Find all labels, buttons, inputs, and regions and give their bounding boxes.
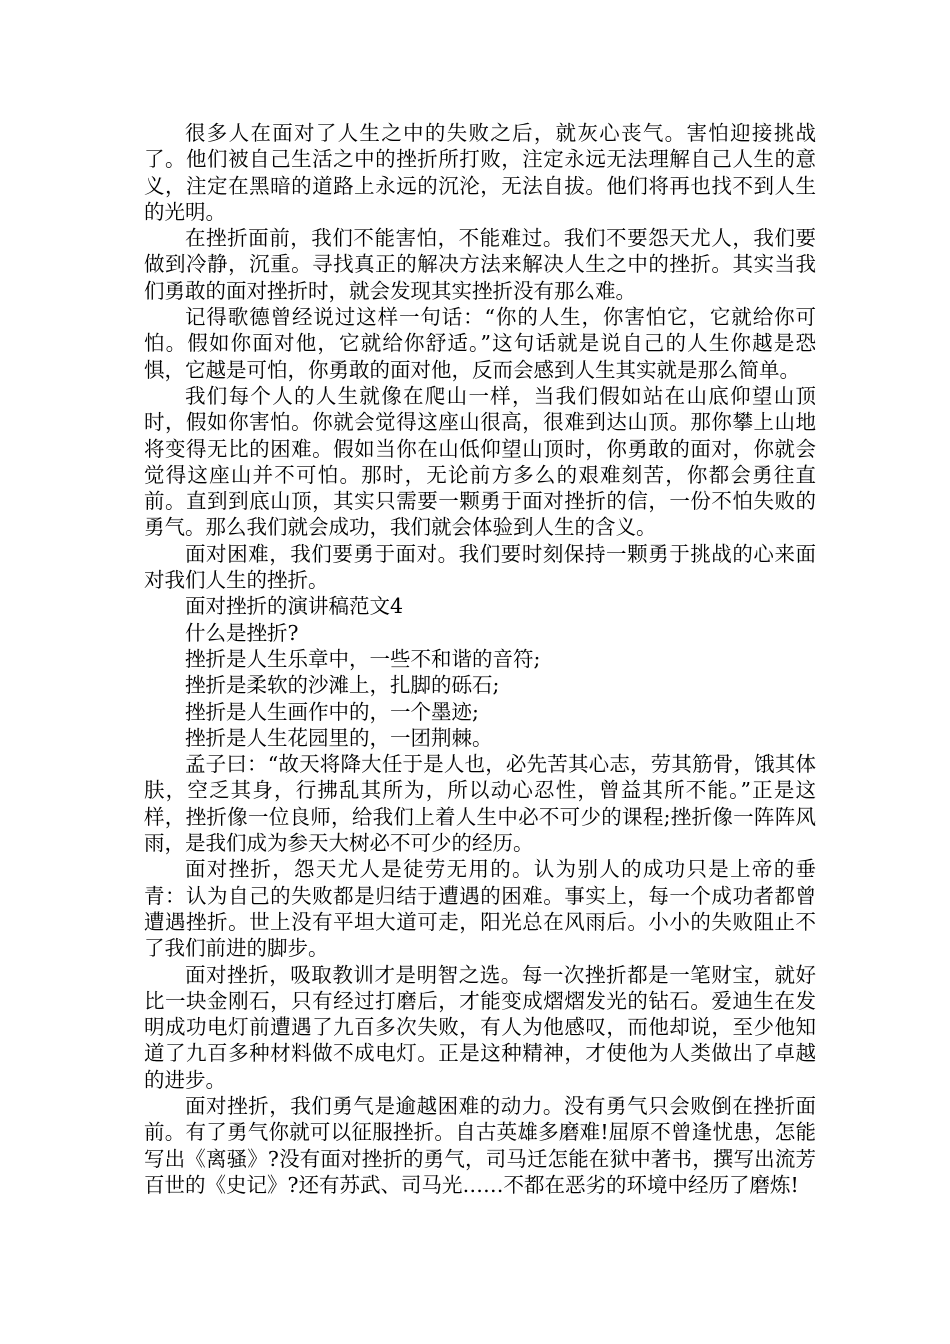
document-body bbox=[144, 120, 816, 1198]
paragraph: 挫折是柔软的沙滩上，扎脚的砾石; bbox=[185, 673, 500, 698]
paragraph: 我们每个人的人生就像在爬山一样，当我们假如站在山底仰望山顶时，假如你害怕。你就会觉得这座山很高，很难到达山顶。那你攀上山地将变得无比的困难。假如当你在山低仰望山顶时，你勇敢的面对，你就会觉得这座山并不可怕。那时，无论前方多么的艰难刻苦，你都会勇往直前。直到到底山顶，其实只需要一颗勇于面对挫折的信，一份不怕失败的勇气。那么我们就会成功，我们就会体验到人生的含义。 bbox=[144, 383, 816, 540]
paragraph: 面对困难，我们要勇于面对。我们要时刻保持一颗勇于挑战的心来面对我们人生的挫折。 bbox=[144, 541, 816, 593]
section-heading: 面对挫折的演讲稿范文4 bbox=[185, 594, 404, 619]
paragraph: 在挫折面前，我们不能害怕，不能难过。我们不要怨天尤人，我们要做到冷静，沉重。寻找真正的解决方法来解决人生之中的挫折。其实当我们勇敢的面对挫折时，就会发现其实挫折没有那么难。 bbox=[144, 226, 816, 303]
paragraph: 孟子曰：“故天将降大任于是人也，必先苦其心志，劳其筋骨，饿其体肤，空乏其身，行拂乱其所为，所以动心忍性，曾益其所不能。”正是这样，挫折像一位良师，给我们上着人生中必不可少的课程;挫折像一阵阵风雨，是我们成为参天大树必不可少的经历。 bbox=[144, 752, 816, 856]
paragraph: 面对挫折，怨天尤人是徒劳无用的。认为别人的成功只是上帝的垂青：认为自己的失败都是归结于遭遇的困难。事实上，每一个成功者都曾遭遇挫折。世上没有平坦大道可走，阳光总在风雨后。小小的失败阻止不了我们前进的脚步。 bbox=[144, 857, 816, 961]
paragraph: 挫折是人生花园里的，一团荆棘。 bbox=[185, 725, 493, 750]
paragraph: 挫折是人生画作中的，一个墨迹; bbox=[185, 699, 479, 724]
paragraph: 记得歌德曾经说过这样一句话：“你的人生，你害怕它，它就给你可怕。假如你面对他，它就给你舒适。”这句话就是说自己的人生你越是恐惧，它越是可怕，你勇敢的面对他，反而会感到人生其实就是那么简单。 bbox=[144, 305, 816, 382]
paragraph: 什么是挫折? bbox=[185, 620, 299, 645]
paragraph: 面对挫折，我们勇气是逾越困难的动力。没有勇气只会败倒在挫折面前。有了勇气你就可以征服挫折。自古英雄多磨难!屈原不曾逢忧患，怎能写出《离骚》?没有面对挫折的勇气，司马迁怎能在狱中著书，撰写出流芳百世的《史记》?还有苏武、司马光……不都在恶劣的环境中经历了磨炼! bbox=[144, 1093, 816, 1197]
paragraph: 面对挫折，吸取教训才是明智之选。每一次挫折都是一笔财宝，就好比一块金刚石，只有经过打磨后，才能变成熠熠发光的钻石。爱迪生在发明成功电灯前遭遇了九百多次失败，有人为他感叹，而他却说，至少他知道了九百多种材料做不成电灯。正是这种精神，才使他为人类做出了卓越的进步。 bbox=[144, 962, 816, 1092]
paragraph: 很多人在面对了人生之中的失败之后，就灰心丧气。害怕迎接挑战了。他们被自己生活之中的挫折所打败，注定永远无法理解自己人生的意义，注定在黑暗的道路上永远的沉沦，无法自拔。他们将再也找不到人生的光明。 bbox=[144, 121, 816, 224]
paragraph: 挫折是人生乐章中，一些不和谐的音符; bbox=[185, 646, 541, 671]
